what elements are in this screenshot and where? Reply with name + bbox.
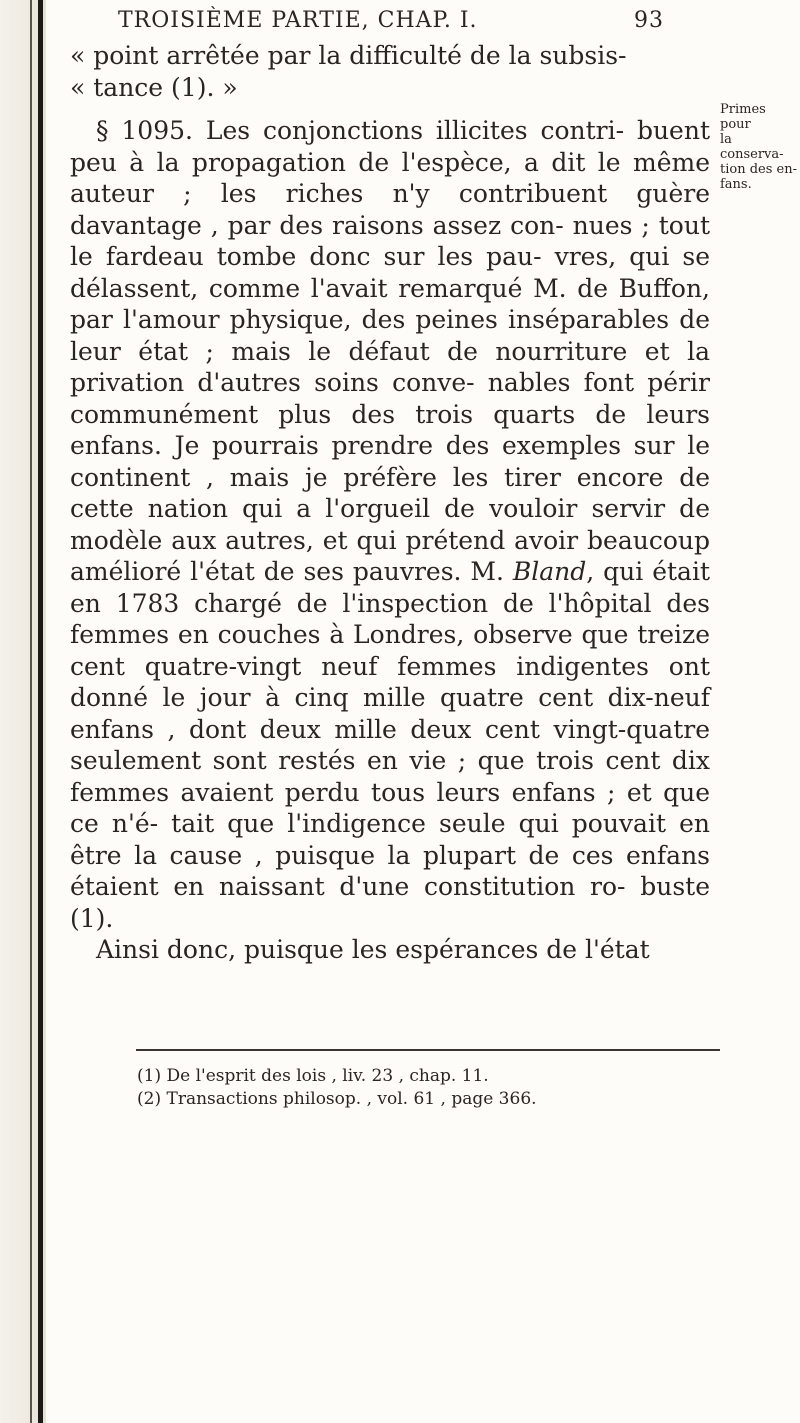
margin-note-line: Primes pour: [720, 102, 766, 132]
running-head: [118, 8, 678, 33]
margin-note: [720, 102, 798, 192]
paragraph-1: [70, 115, 710, 934]
margin-note-line: fans.: [720, 177, 752, 192]
running-head-title: TROISIÈME PARTIE, CHAP. I.: [118, 8, 478, 33]
paragraph-2: Ainsi donc, puisque les espérances de l'état: [96, 935, 650, 964]
author-name-bland: Bland: [512, 557, 587, 586]
margin-note-line: tion des en-: [720, 162, 797, 177]
footnote-1: (1) De l'esprit des lois , liv. 23 , chap. 11.: [137, 1066, 489, 1086]
paragraph-gap: [70, 103, 710, 115]
paragraph-1-rest: , qui était en 1783 chargé de l'inspection de l'hôpital des femmes en couches à Londres, observe que treize cent quatre-vingt neuf femmes indigentes ont donné le jour à cinq mille quatre cent dix-neuf enfans , dont deux mille deux cent vingt-quatre seulement sont restés en vie ; que trois cent dix femmes avaient perdu tous leurs enfans ; et que ce n'é- tait que l'indigence seule qui pouvait en être la cause , puisque la plupart de ces enfans étaient en naissant d'une constitution ro- buste (1).: [70, 557, 710, 933]
body-text: [70, 40, 710, 966]
footnote-2: (2) Transactions philosop. , vol. 61 , page 366.: [137, 1089, 537, 1109]
quote-end-line-1: « point arrêtée par la difficulté de la subsis-: [70, 41, 627, 70]
page-number: 93: [634, 8, 664, 33]
margin-note-line: la conserva-: [720, 132, 784, 162]
quote-end-line-2: « tance (1). »: [70, 72, 238, 102]
footnotes: [137, 1065, 697, 1111]
gutter-edge-line: [30, 0, 32, 1423]
paragraph-1-text: § 1095. Les conjonctions illicites contri- buent peu à la propagation de l'espèce, a dit le même auteur ; les riches n'y contribuent guère davantage , par des raisons assez con- nues ; tout le fardeau tombe donc sur les pau- vres, qui se délassent, comme l'avait remarqué M. de Buffon, par l'amour physique, des peines inséparables de leur état ; mais le défaut de nourriture et la privation d'autres soins conve- nables font périr communément plus des trois quarts de leurs enfans. Je pourrais prendre des exemples sur le continent , mais je préfère les tirer encore de cette nation qui a l'orgueil de vouloir servir de modèle aux autres, et qui prétend avoir beaucoup amélioré l'état de ses pauvres. M.: [70, 116, 710, 586]
footnote-rule: [136, 1049, 720, 1051]
binding-edge-line: [38, 0, 43, 1423]
